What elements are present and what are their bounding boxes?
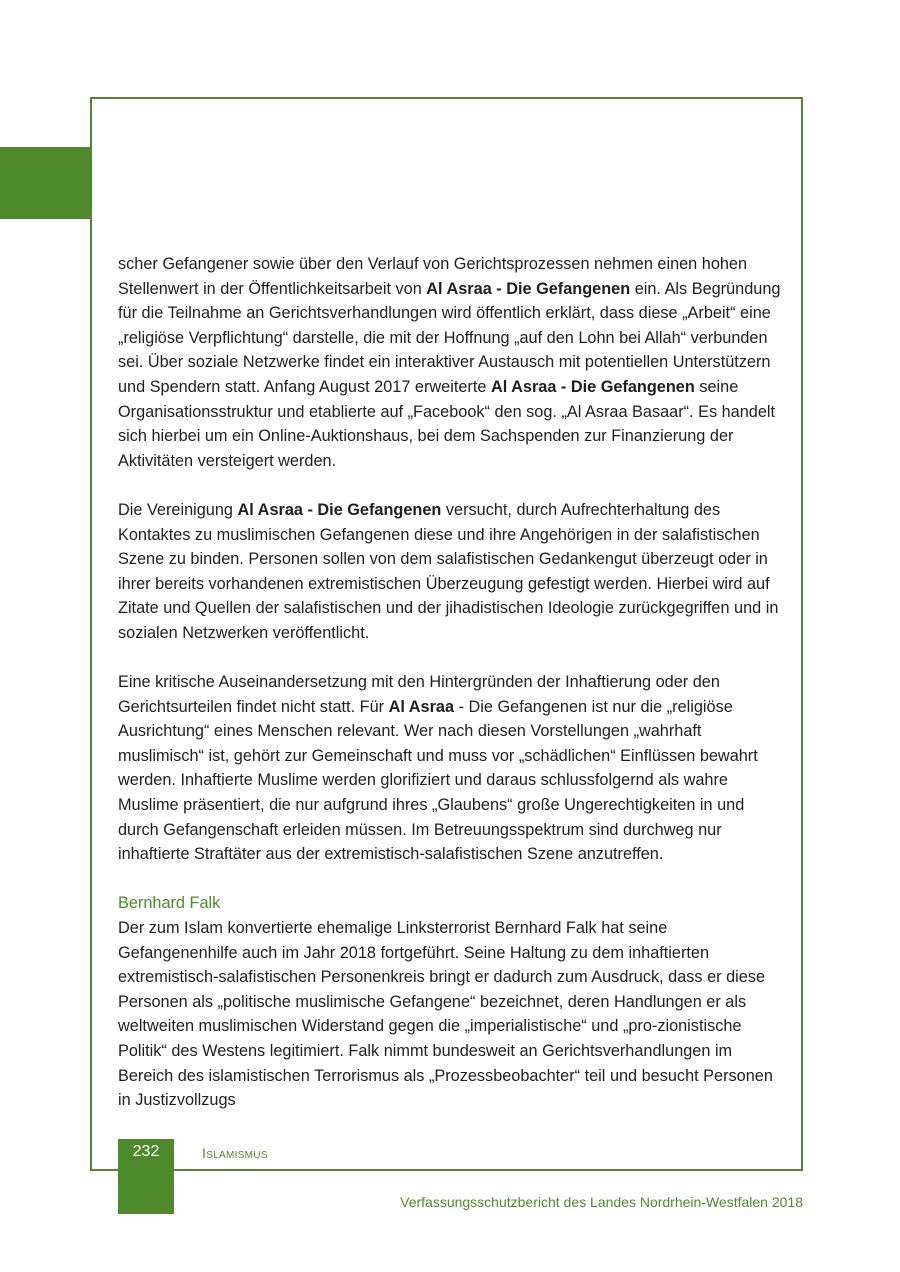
bold-org-name: Al Asraa - Die Gefangenen [426,279,631,298]
text-run: Die Vereinigung [118,500,238,519]
subhead-bernhard-falk: Bernhard Falk [118,894,221,913]
text-run: versucht, durch Aufrechterhaltung des Kontaktes zu muslimischen Gefangenen diese und ihre Angehörigen in der salafistischen Szene zu binden. Personen sollen von dem salafistischen Gedankengut überzeugt oder in ihrer bereits vorhandenen extremistischen Überzeugung gefestigt werden. Hierbei wird auf Zitate und Quellen der salafistischen und der jihadistischen Ideologie zurückgegriffen und in sozialen Netzwerken veröffentlicht. [118,500,779,642]
footer-publication-title: Verfassungsschutzbericht des Landes Nordrhein-Westfalen 2018 [400,1194,803,1210]
page-number: 232 [132,1143,160,1160]
paragraph-2 [118,498,786,646]
paragraph-list [118,252,786,867]
bold-org-name: Al Asraa - Die Gefangenen [237,500,442,519]
text-run: Eine kritische Auseinandersetzung mit den Hintergründen der Inhaftierung oder den Gerichtsurteilen findet nicht statt. Für [118,673,720,716]
side-tab-marker [0,147,92,219]
paragraph-3 [118,670,786,867]
paragraph-1 [118,252,786,473]
text-run: ein. Als Begründung für die Teilnahme an Gerichtsverhandlungen wird öffentlich erklärt, dass diese „Arbeit“ eine „religiöse Verpflichtung“ darstelle, die mit der Hoffnung „auf den Lohn bei Allah“ verbunden sei. Über soziale Netzwerke findet ein interaktiver Austausch mit potentiellen Unterstützern und Spendern statt. Anfang August 2017 erweiterte [118,279,781,396]
text-run: - Die Gefangenen ist nur die „religiöse Ausrichtung“ eines Menschen relevant. Wer nach diesen Vorstellungen „wahrhaft muslimisch“ ist, gehört zur Gemeinschaft und muss vor „schädlichen“ Einflüssen bewahrt werden. Inhaftierte Muslime werden glorifiziert und daraus schlussfolgernd als wahre Muslime präsentiert, die nur aufgrund ihres „Glaubens“ große Ungerechtigkeiten in und durch Gefangenschaft erleiden müssen. Im Betreuungsspektrum sind durchweg nur inhaftierte Straftäter aus der extremistisch-salafistischen Szene anzutreffen. [118,697,758,864]
text-run: scher Gefangener sowie über den Verlauf von Gerichtsprozessen nehmen einen hohen Stellenwert in der Öffentlichkeitsarbeit von [118,255,748,298]
body-text [118,252,786,1113]
bold-org-name: Al Asraa [388,697,455,716]
paragraph-falk: Der zum Islam konvertierte ehemalige Linksterrorist Bernhard Falk hat seine Gefangenenhilfe auch im Jahr 2018 fortgeführt. Seine Haltung zu dem inhaftierten extremistisch-salafistischen Personenkreis bringt er dadurch zum Ausdruck, dass er diese Personen als „politische muslimische Gefangene“ bezeichnet, deren Handlungen er als weltweiten muslimischen Widerstand gegen die „imperialistische“ und „pro-zionistische Politik“ des Westens legitimiert. Falk nimmt bundesweit an Gerichtsverhandlungen im Bereich des islamistischen Terrorismus als „Prozessbeobachter“ teil und besucht Personen in Justizvollzugs [118,919,773,1110]
bold-org-name: Al Asraa - Die Gefangenen [490,377,695,396]
chapter-label: Islamismus [202,1145,268,1161]
text-run: seine Organisationsstruktur und etablierte auf „Facebook“ den sog. „Al Asraa Basaar“. Es handelt sich hierbei um ein Online-Auktionshaus, bei dem Sachspenden zur Finanzierung der Aktivitäten versteigert werden. [118,377,776,470]
